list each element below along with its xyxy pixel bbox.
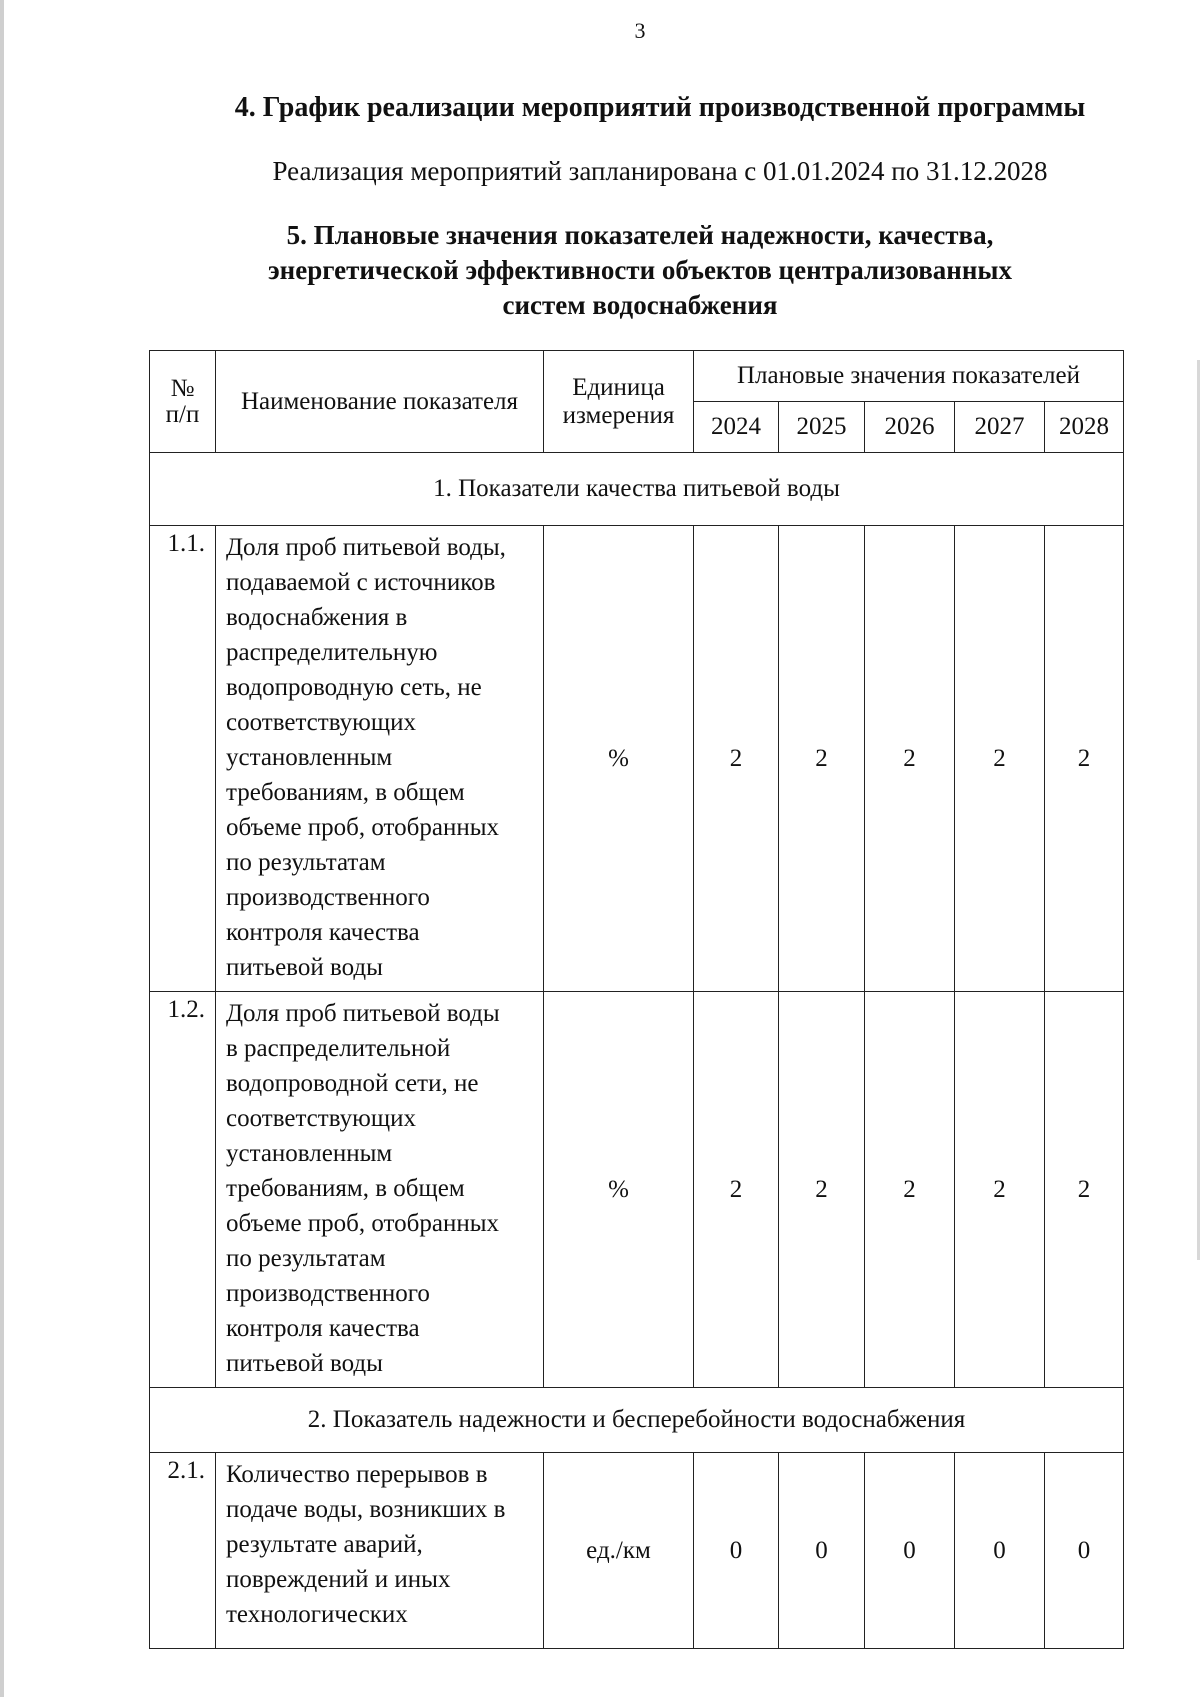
indicator-name-line: по результатам <box>226 1245 386 1272</box>
indicator-name-line: результате аварий, <box>226 1531 423 1558</box>
indicator-name-line: контроля качества <box>226 1315 420 1342</box>
table-row <box>150 1453 1124 1649</box>
header-year: 2026 <box>865 402 955 453</box>
scan-edge-left <box>0 0 4 1697</box>
planned-value-cell: 2 <box>1045 526 1124 992</box>
section-5-title-line-1: 5. Плановые значения показателей надежности, качества, <box>286 220 994 250</box>
header-year: 2028 <box>1045 402 1124 453</box>
indicator-name-line: водопроводной сети, не <box>226 1070 479 1097</box>
table-row <box>150 992 1124 1388</box>
section-5-title-line-2: энергетической эффективности объектов централизованных <box>267 255 1012 285</box>
indicator-name-line: питьевой воды <box>226 1350 383 1377</box>
header-unit-line-2: измерения <box>562 401 675 429</box>
header-unit-line-1: Единица <box>572 373 665 401</box>
table-row <box>150 526 1124 992</box>
section-row <box>150 1388 1124 1453</box>
indicator-name-line: производственного <box>226 1280 430 1307</box>
indicator-name-line: водопроводную сеть, не <box>226 674 482 701</box>
row-number: 1.1. <box>150 526 216 992</box>
indicator-name-line: требованиям, в общем <box>226 779 465 806</box>
indicator-name-line: требованиям, в общем <box>226 1175 465 1202</box>
indicator-name-line: технологических <box>226 1601 408 1628</box>
table-header-row <box>150 351 1124 402</box>
section-title: 2. Показатель надежности и бесперебойности водоснабжения <box>150 1388 1124 1453</box>
section-title: 1. Показатели качества питьевой воды <box>150 453 1124 526</box>
planned-value-cell: 2 <box>779 992 865 1388</box>
planned-value-cell: 2 <box>779 526 865 992</box>
header-year: 2027 <box>955 402 1045 453</box>
indicator-name-line: соответствующих <box>226 709 416 736</box>
page-number: 3 <box>634 18 646 43</box>
header-num-line-1: № <box>170 374 195 402</box>
planned-value-cell: 2 <box>694 992 779 1388</box>
unit-cell: % <box>544 526 694 992</box>
indicator-name-line: Доля проб питьевой воды <box>226 1000 500 1027</box>
planned-value-cell: 0 <box>955 1453 1045 1649</box>
section-5-title-line-3: систем водоснабжения <box>502 290 778 320</box>
indicators-table <box>149 350 1124 1649</box>
indicator-name-line: повреждений и иных <box>226 1566 451 1593</box>
indicator-name-line: установленным <box>226 744 393 771</box>
row-number: 1.2. <box>150 992 216 1388</box>
header-unit <box>544 351 694 453</box>
indicator-name-line: объеме проб, отобранных <box>226 1210 500 1237</box>
indicator-name <box>216 526 544 992</box>
indicator-name-line: соответствующих <box>226 1105 416 1132</box>
indicator-name-line: контроля качества <box>226 919 420 946</box>
indicator-name-line: по результатам <box>226 849 386 876</box>
section-row <box>150 453 1124 526</box>
indicator-name-line: подаче воды, возникших в <box>226 1496 506 1523</box>
indicator-name-line: Количество перерывов в <box>226 1461 488 1488</box>
indicator-name-line: установленным <box>226 1140 393 1167</box>
schedule-text: Реализация мероприятий запланирована с 01.01.2024 по 31.12.2028 <box>272 156 1048 186</box>
planned-value-cell: 0 <box>865 1453 955 1649</box>
unit-cell: ед./км <box>544 1453 694 1649</box>
indicator-name-line: Доля проб питьевой воды, <box>226 534 506 561</box>
header-year: 2024 <box>694 402 779 453</box>
unit-cell: % <box>544 992 694 1388</box>
indicator-name-line: распределительную <box>226 639 438 666</box>
indicator-name-line: водоснабжения в <box>226 604 408 631</box>
header-name: Наименование показателя <box>216 351 544 453</box>
indicator-name-line: подаваемой с источников <box>226 569 496 596</box>
indicator-name <box>216 1453 544 1649</box>
header-num <box>150 351 216 453</box>
planned-value-cell: 0 <box>694 1453 779 1649</box>
indicator-name-line: производственного <box>226 884 430 911</box>
planned-value-cell: 2 <box>1045 992 1124 1388</box>
indicator-name-line: питьевой воды <box>226 954 383 981</box>
indicator-name <box>216 992 544 1388</box>
section-4-title: 4. График реализации мероприятий производственной программы <box>234 92 1086 123</box>
header-num-line-2: п/п <box>165 400 200 428</box>
indicator-name-line: объеме проб, отобранных <box>226 814 500 841</box>
planned-value-cell: 2 <box>955 992 1045 1388</box>
planned-value-cell: 2 <box>694 526 779 992</box>
planned-value-cell: 2 <box>955 526 1045 992</box>
section-5-title <box>150 218 1130 323</box>
planned-value-cell: 2 <box>865 992 955 1388</box>
indicator-name-line: в распределительной <box>226 1035 451 1062</box>
planned-value-cell: 0 <box>1045 1453 1124 1649</box>
header-planned-values: Плановые значения показателей <box>694 351 1124 402</box>
planned-value-cell: 2 <box>865 526 955 992</box>
planned-value-cell: 0 <box>779 1453 865 1649</box>
header-year: 2025 <box>779 402 865 453</box>
row-number: 2.1. <box>150 1453 216 1649</box>
